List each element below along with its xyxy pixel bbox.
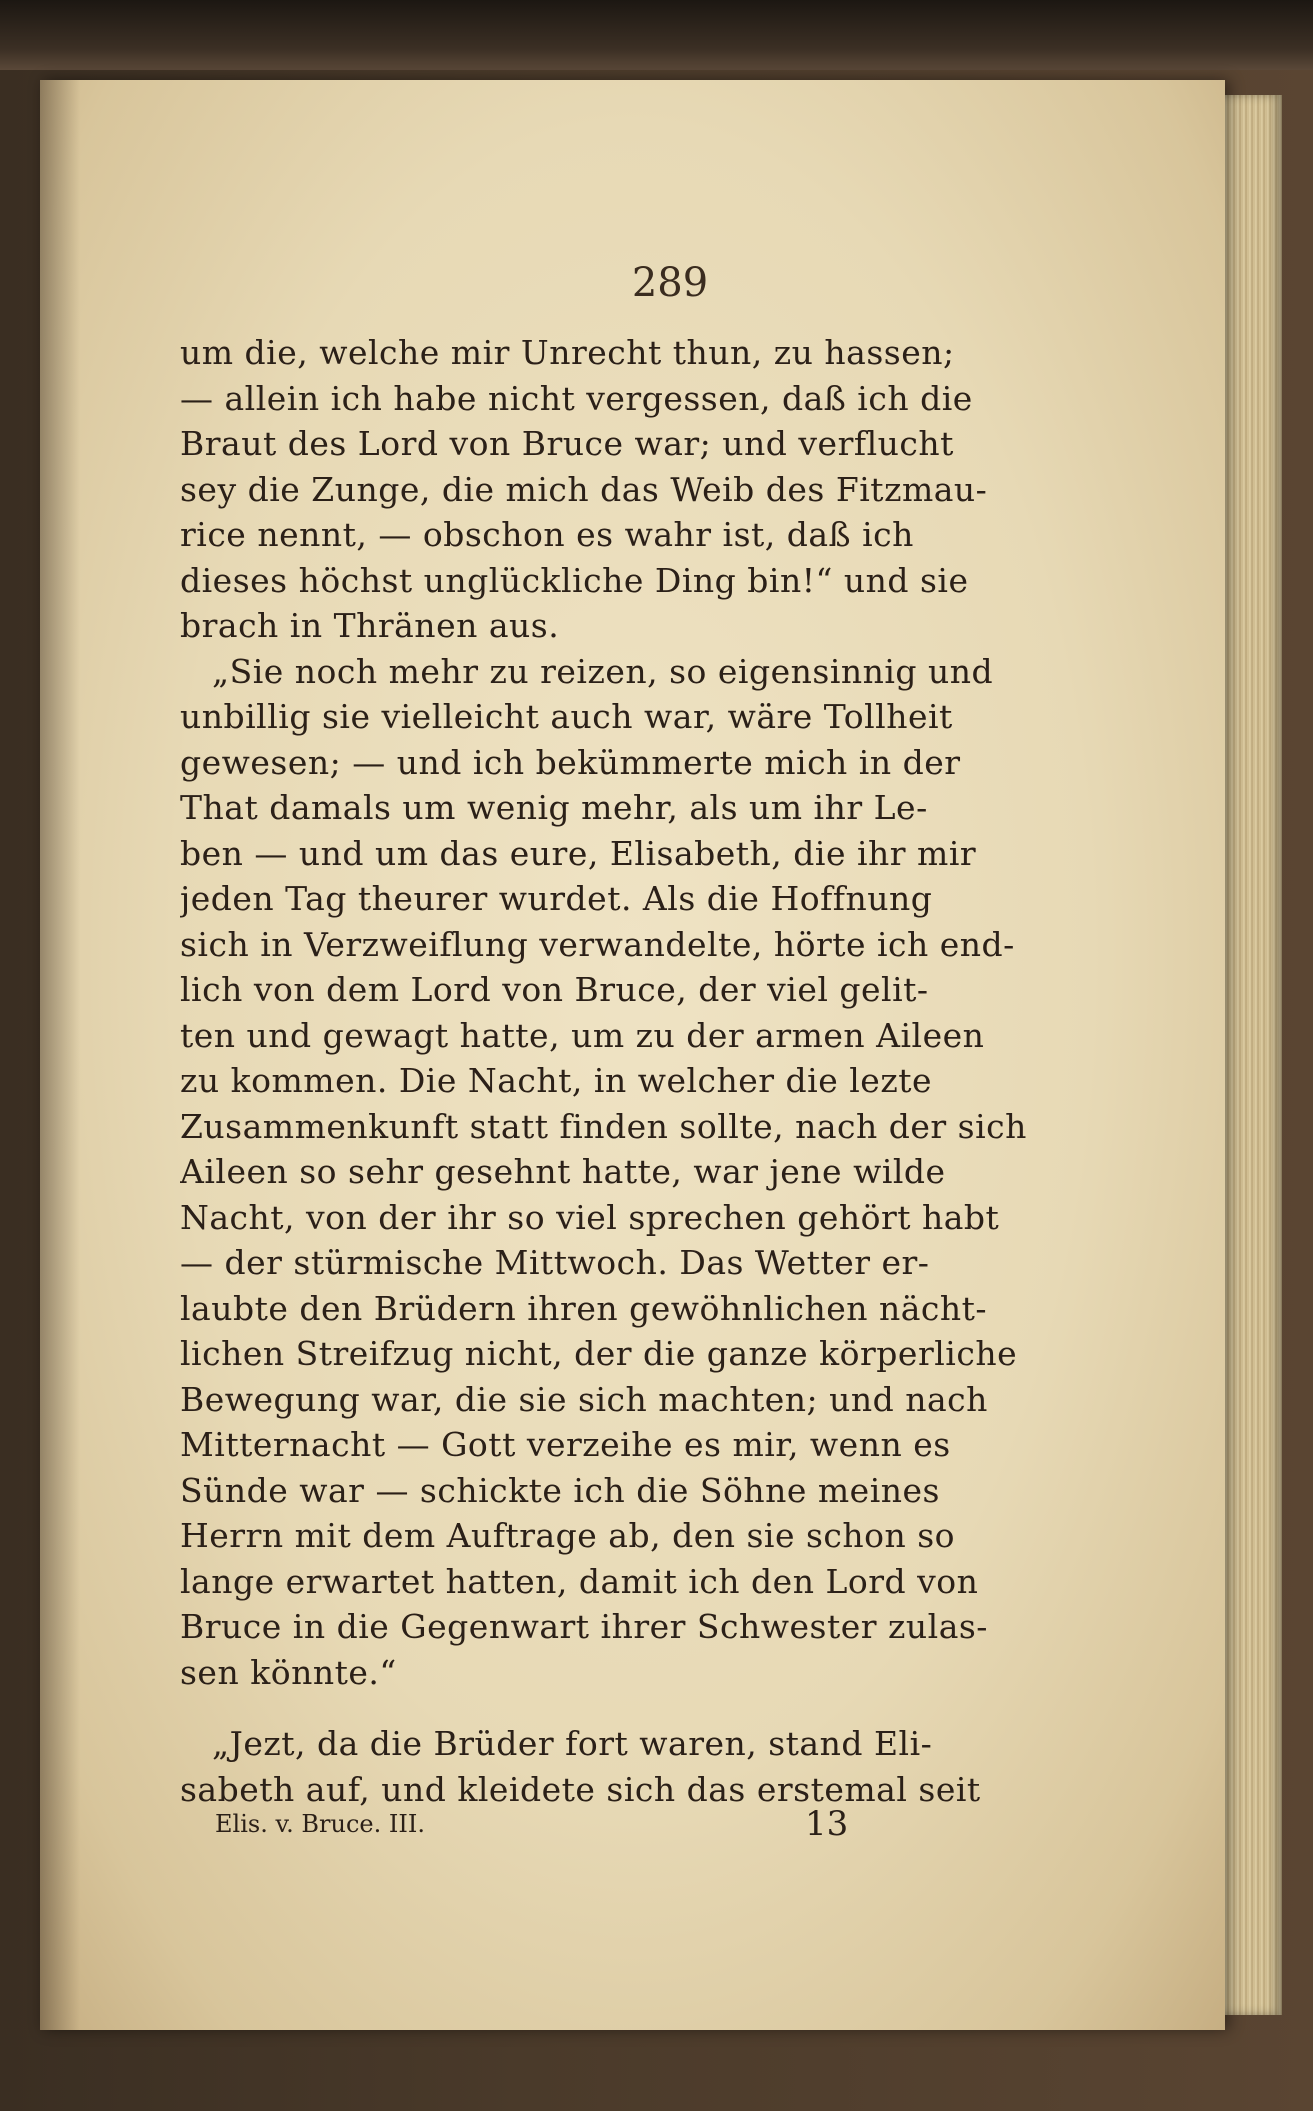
text-line: rice nennt, — obschon es wahr ist, daß ich [180,515,914,554]
book-binding [0,0,1313,70]
text-line: brach in Thränen aus. [180,606,560,645]
text-line: jeden Tag theurer wurdet. Als die Hoffnung [180,879,933,918]
text-line: sabeth auf, und kleidete sich das erstemal seit [180,1769,981,1809]
text-line: Bewegung war, die sie sich machten; und nach [180,1379,988,1419]
gutter-shadow [40,80,80,2030]
text-line: Braut des Lord von Bruce war; und verflucht [180,424,954,463]
text-line: That damals um wenig mehr, als um ihr Le- [180,788,928,827]
text-line: sey die Zunge, die mich das Weib des Fitzmau- [180,469,988,509]
text-line: zu kommen. Die Nacht, in welcher die lezte [180,1061,933,1100]
text-line: Nacht, von der ihr so viel sprechen gehört habt [180,1197,1000,1237]
text-line: sen könnte.“ [180,1652,397,1692]
text-line: gewesen; — und ich bekümmerte mich in der [180,742,961,782]
text-line: Aileen so sehr gesehnt hatte, war jene wilde [180,1152,946,1191]
text-line: Bruce in die Gegenwart ihrer Schwester zulas- [180,1607,988,1646]
text-line: „Jezt, da die Brüder fort waren, stand Eli- [212,1724,933,1763]
sheet-number: 13 [805,1804,849,1844]
text-line: lich von dem Lord von Bruce, der viel gelit- [180,970,929,1009]
text-line: laubte den Brüdern ihren gewöhnlichen nächt- [180,1288,988,1328]
text-line: Sünde war — schickte ich die Söhne meines [180,1470,940,1510]
text-line: lange erwartet hatten, damit ich den Lord von [180,1561,979,1601]
text-line: unbillig sie vielleicht auch war, wäre Tollheit [180,697,953,736]
text-line: ten und gewagt hatte, um zu der armen Aileen [180,1015,985,1055]
text-line: — der stürmische Mittwoch. Das Wetter er- [180,1243,930,1282]
text-line: sich in Verzweiflung verwandelte, hörte ich end- [180,924,1015,964]
text-line: um die, welche mir Unrecht thun, zu hassen; [180,333,955,372]
text-line: — allein ich habe nicht vergessen, daß ich die [180,378,973,418]
body-text [180,330,1060,1812]
text-line: „Sie noch mehr zu reizen, so eigensinnig und [212,651,994,691]
text-line: lichen Streifzug nicht, der die ganze körperliche [180,1334,1018,1373]
text-line: ben — und um das eure, Elisabeth, die ihr mir [180,833,977,873]
text-line: dieses höchst unglückliche Ding bin!“ und sie [180,560,969,600]
book-page [40,80,1225,2030]
text-line: Mitternacht — Gott verzeihe es mir, wenn es [180,1425,951,1464]
page-number: 289 [631,260,709,306]
printer-signature: Elis. v. Bruce. III. [215,1810,425,1838]
page-footer [215,1804,875,1850]
text-line: Herrn mit dem Auftrage ab, den sie schon so [180,1516,956,1555]
text-line: Zusammenkunft statt finden sollte, nach der sich [180,1106,1027,1146]
